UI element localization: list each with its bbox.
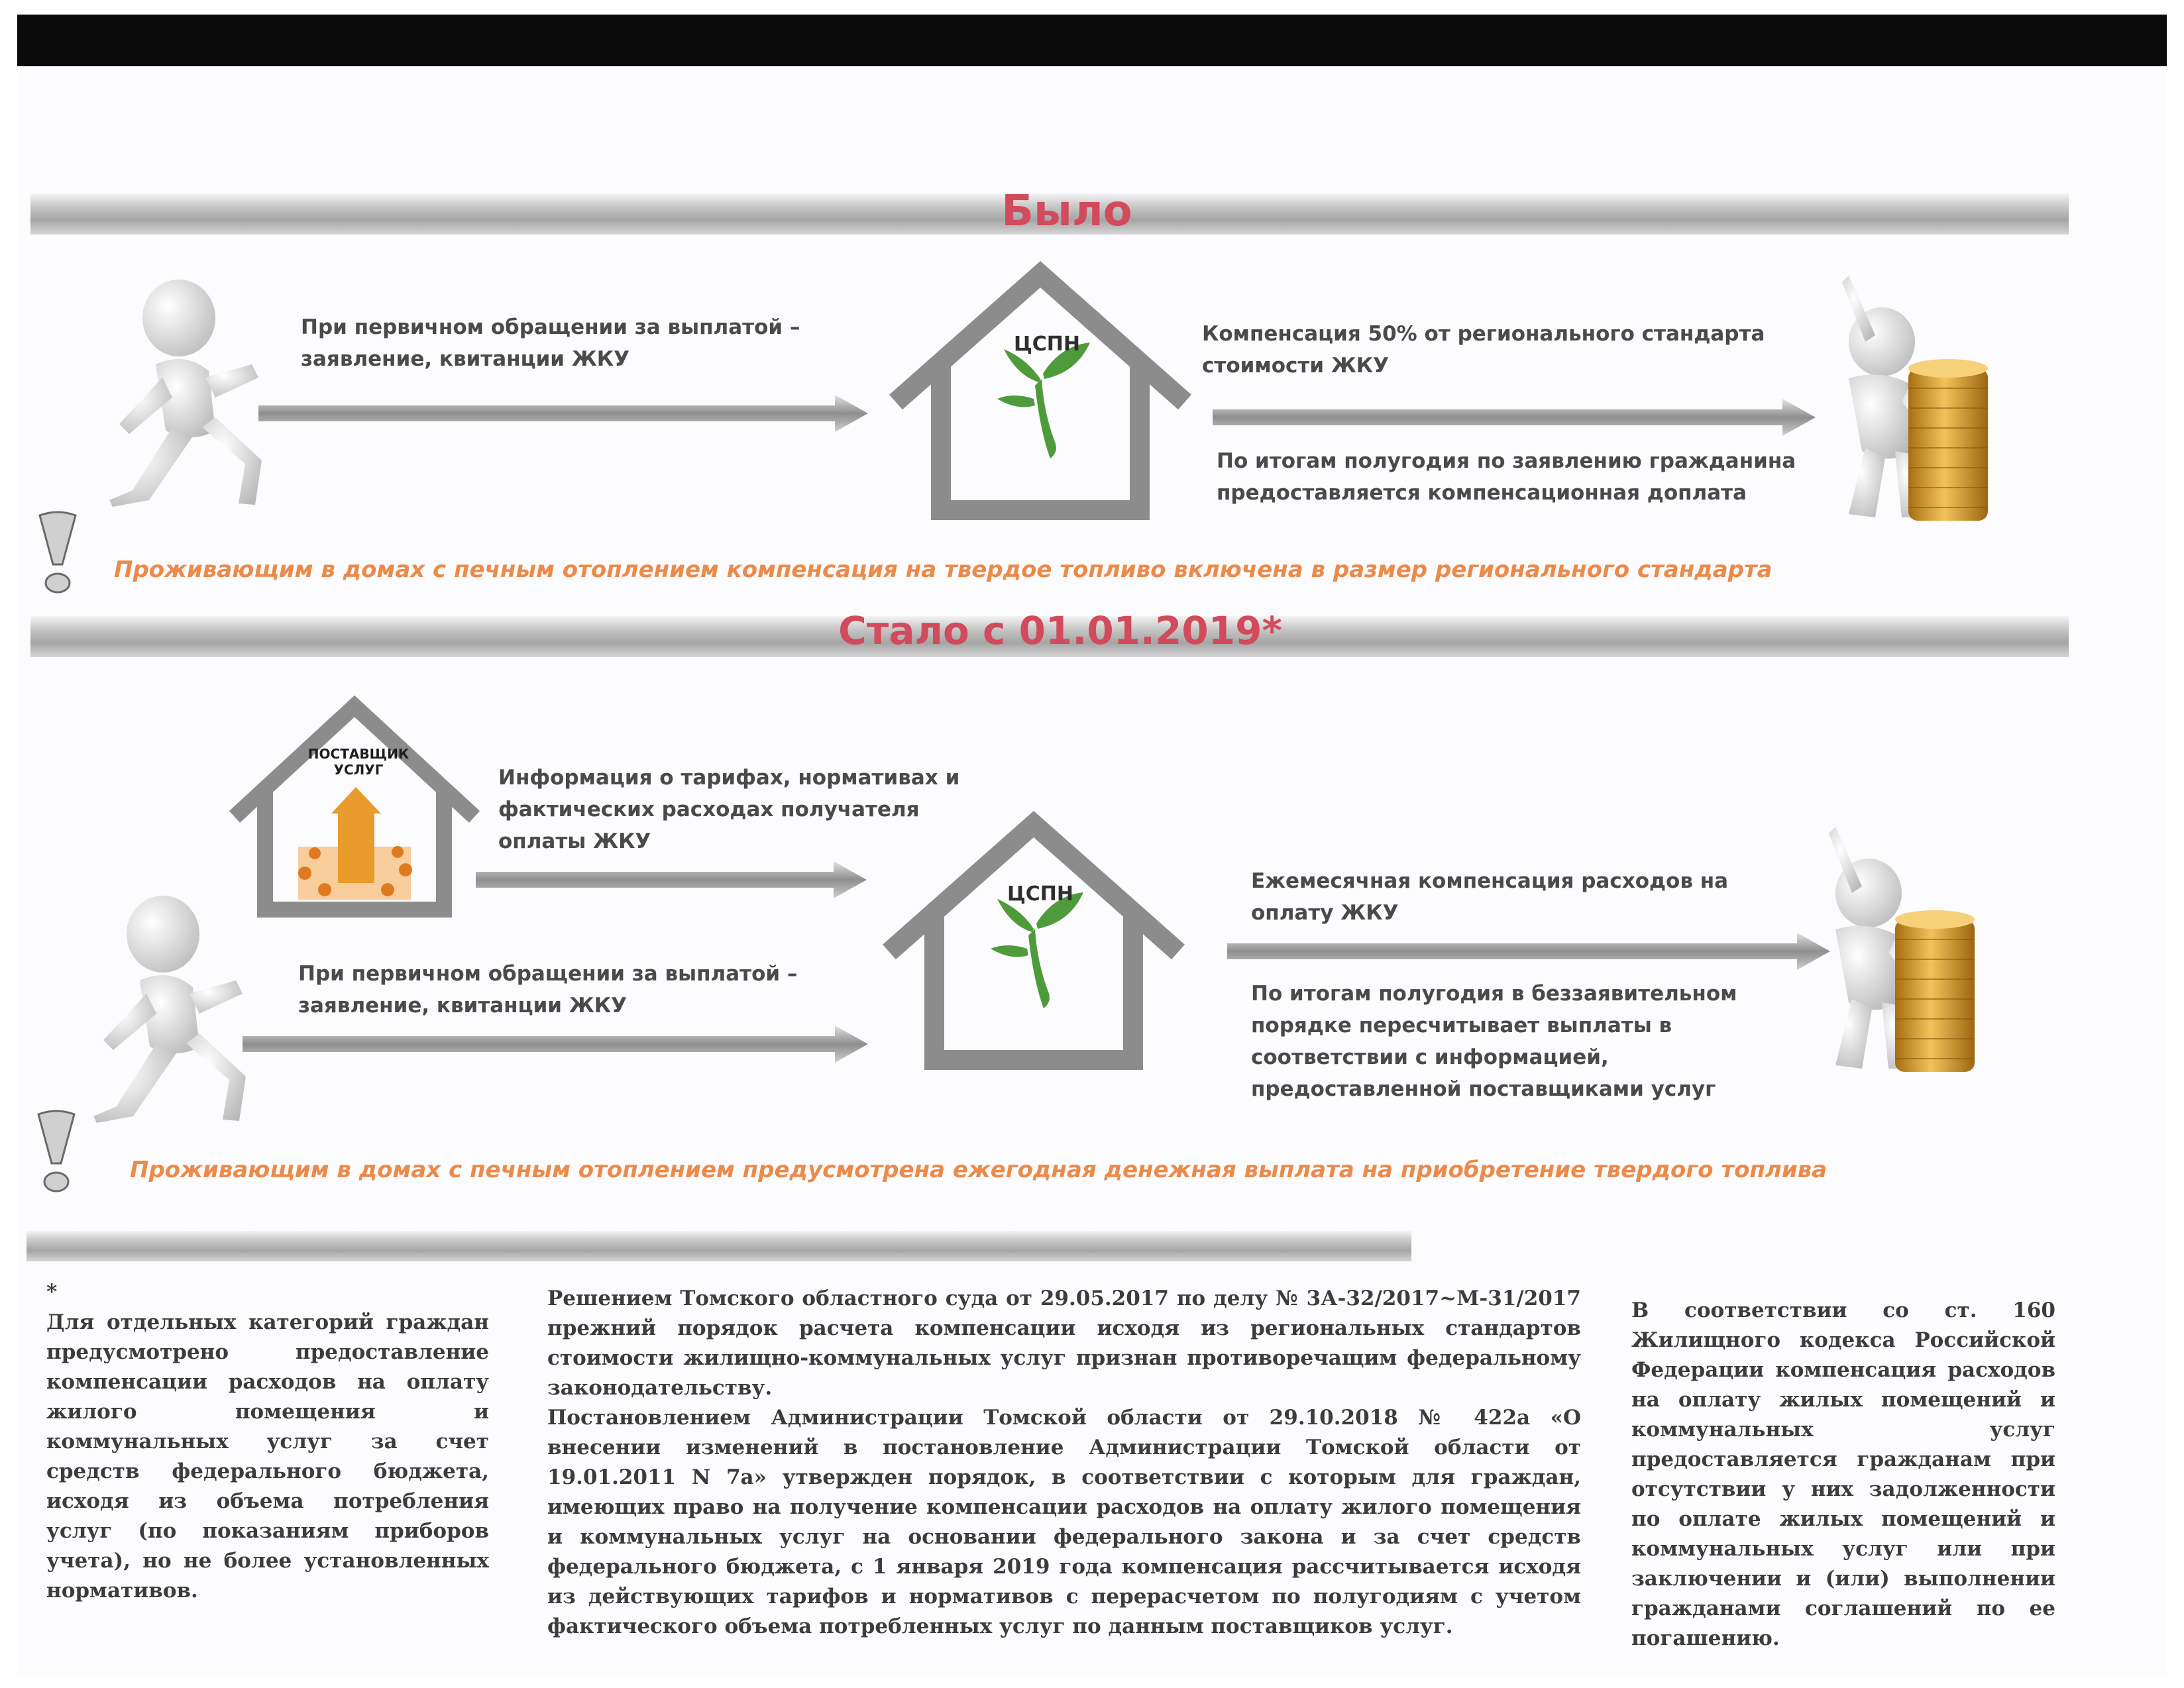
arrow-supplier-to-agency	[476, 861, 867, 898]
supplier-info-text: Информация о тарифах, нормативах и фактических расходах получателя оплаты ЖКУ	[498, 766, 960, 853]
compensation-text-before: Компенсация 50% от регионального стандарта стоимости ЖКУ	[1202, 322, 1765, 378]
note-before: Проживающим в домах с печным отоплением компенсация на твердое топливо включена в размер регионального стандарта	[114, 556, 1773, 583]
halfyear-text-after: По итогам полугодия в беззаявительном порядке пересчитывает выплаты в соответствии с информацией, предоставленной поставщиками услуг	[1251, 982, 1737, 1101]
halfyear-text-before: По итогам полугодия по заявлению гражданина предоставляется компенсационная доплата	[1217, 449, 1796, 505]
footnote-divider	[27, 1231, 1411, 1261]
administration-resolution-text: Постановлением Администрации Томской области от 29.10.2018 № 422а «О внесении изменений в постановление Администрации Томской области от 19.01.2011 N 7а» утвержден порядок, в соответствии с которым для граждан, имеющих право на получение компенсации расходов на оплату жилого помещения и коммунальных услуг на основании федерального закона и за счет средств федерального бюджета, с 1 января 2019 года компенсация рассчитывается исходя из действующих тарифов и нормативов с перерасчетом по полугодиям с учетом фактического объема потребленных услуг по данным поставщиков услуг.	[547, 1406, 1581, 1638]
court-decision-text: Решением Томского областного суда от 29.05.2017 по делу № 3А-32/2017~М-31/2017 прежний порядок расчета компенсации исходя из региональных стандартов стоимости жилищно-коммунальных услуг признан противоречащим федеральному законодательству.	[547, 1287, 1581, 1400]
footnote-middle	[547, 1284, 1581, 1642]
section-heading-after: Стало с 01.01.2019*	[838, 608, 1282, 653]
agency-house-icon	[875, 810, 1193, 1075]
note-after: Проживающим в домах с печным отоплением предусмотрена ежегодная денежная выплата на приобретение твердого топлива	[130, 1157, 1828, 1183]
arrow-to-agency-before	[258, 395, 868, 432]
agency-label-after: ЦСПН	[1007, 882, 1074, 906]
arrow-to-agency-after	[243, 1026, 868, 1063]
arrow-to-recipient-before	[1213, 399, 1816, 436]
agency-house-icon	[881, 260, 1199, 525]
applicant-text-after: При первичном обращении за выплатой – заявление, квитанции ЖКУ	[298, 962, 798, 1018]
person-with-coins-icon	[1802, 262, 2001, 534]
supplier-house-icon	[225, 694, 484, 920]
footnote-left: Для отдельных категорий граждан предусмотрено предоставление компенсации расходов на оплату жилого помещения и коммунальных услуг за счет средств федерального бюджета, исходя из объема потребления услуг (по показаниям приборов учета), но не более установленных нормативов.	[46, 1310, 489, 1603]
footnote-asterisk: *	[46, 1280, 58, 1304]
arrow-to-recipient-after	[1227, 933, 1830, 970]
person-with-coins-icon	[1789, 814, 1988, 1085]
applicant-text-before: При первичном обращении за выплатой – заявление, квитанции ЖКУ	[301, 315, 800, 371]
footnote-right: В соответствии со ст. 160 Жилищного кодекса Российской Федерации компенсация расходов на оплату жилых помещений и коммунальных услуг предоставляется гражданам при отсутствии у них задолженности по оплате жилых помещений и коммунальных услуг или при заключении и (или) выполнении гражданами соглашений по ее погашению.	[1631, 1298, 2055, 1650]
monthly-text-after: Ежемесячная компенсация расходов на оплату ЖКУ	[1251, 869, 1729, 925]
running-person-icon	[77, 888, 249, 1126]
section-heading-before: Было	[1001, 187, 1132, 236]
exclamation-icon	[34, 511, 81, 598]
exclamation-icon	[33, 1110, 80, 1196]
supplier-label: ПОСТАВЩИК УСЛУГ	[307, 746, 410, 778]
agency-label-before: ЦСПН	[1013, 333, 1081, 356]
scan-top-border	[17, 15, 2167, 66]
running-person-icon	[93, 272, 265, 510]
